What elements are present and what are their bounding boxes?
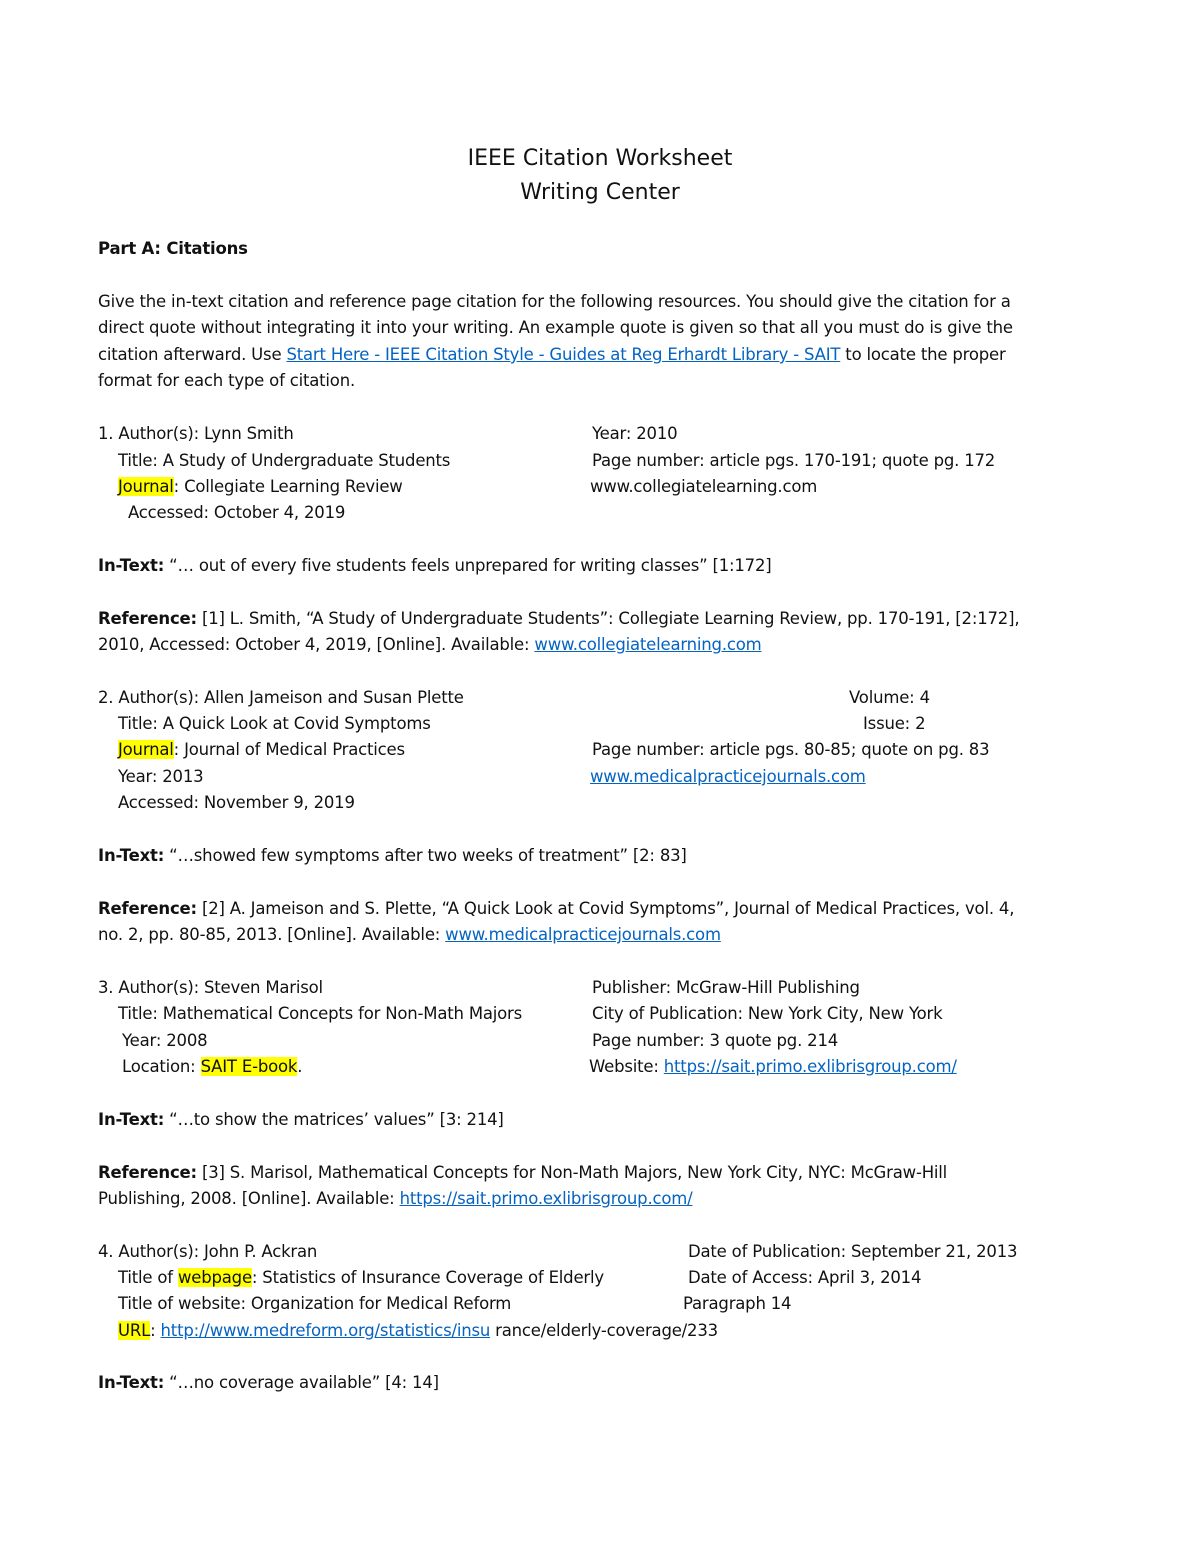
intext-label: In-Text: bbox=[98, 556, 165, 575]
authors-label: 3. Author(s): bbox=[98, 978, 199, 997]
item-3-reference bbox=[98, 1163, 947, 1183]
document-title: IEEE Citation Worksheet bbox=[467, 146, 733, 171]
item-4-authors bbox=[98, 1242, 317, 1262]
reference-link[interactable]: www.medicalpracticejournals.com bbox=[445, 925, 721, 944]
item-2-journal bbox=[118, 740, 405, 760]
item-2-reference-cont bbox=[98, 925, 721, 945]
item-1-reference-cont bbox=[98, 635, 762, 655]
item-2-year: Year: 2013 bbox=[118, 767, 204, 786]
url-rest: rance/elderly-coverage/233 bbox=[490, 1321, 718, 1340]
location-label: Location: bbox=[122, 1057, 201, 1076]
item-3-intext bbox=[98, 1110, 504, 1130]
intext-value: “…no coverage available” [4: 14] bbox=[164, 1373, 439, 1392]
authors-label: 4. Author(s): bbox=[98, 1242, 199, 1261]
journal-value: : Collegiate Learning Review bbox=[173, 477, 403, 496]
website-link[interactable]: www.medicalpracticejournals.com bbox=[590, 767, 866, 786]
reference-label: Reference: bbox=[98, 1163, 197, 1182]
item-1-journal bbox=[118, 477, 403, 497]
item-1-website: www.collegiatelearning.com bbox=[590, 477, 818, 496]
journal-value: : Journal of Medical Practices bbox=[173, 740, 405, 759]
authors-value: Steven Marisol bbox=[198, 978, 323, 997]
url-link[interactable]: http://www.medreform.org/statistics/insu bbox=[160, 1321, 491, 1340]
intext-value: “… out of every five students feels unprepared for writing classes” [1:172] bbox=[164, 556, 772, 575]
item-4-paragraph: Paragraph 14 bbox=[683, 1294, 792, 1313]
item-1-accessed: Accessed: October 4, 2019 bbox=[128, 503, 346, 522]
website-link[interactable]: https://sait.primo.exlibrisgroup.com/ bbox=[663, 1057, 957, 1076]
intext-label: In-Text: bbox=[98, 1110, 165, 1129]
intro-text: to locate the proper bbox=[840, 345, 1006, 364]
reference-link[interactable]: https://sait.primo.exlibrisgroup.com/ bbox=[399, 1189, 693, 1208]
authors-value: John P. Ackran bbox=[198, 1242, 318, 1261]
title-value: : Statistics of Insurance Coverage of Elderly bbox=[251, 1268, 604, 1287]
intext-value: “…to show the matrices’ values” [3: 214] bbox=[164, 1110, 504, 1129]
item-4-intext bbox=[98, 1373, 439, 1393]
item-2-accessed: Accessed: November 9, 2019 bbox=[118, 793, 355, 812]
reference-label: Reference: bbox=[98, 899, 197, 918]
item-3-reference-cont bbox=[98, 1189, 693, 1209]
item-3-year: Year: 2008 bbox=[122, 1031, 208, 1050]
part-heading: Part A: Citations bbox=[98, 239, 248, 258]
reference-text: [1] L. Smith, “A Study of Undergraduate Students”: Collegiate Learning Review, pp. 170-191, [2:172], bbox=[196, 609, 1020, 628]
reference-label: Reference: bbox=[98, 609, 197, 628]
authors-value: Allen Jameison and Susan Plette bbox=[198, 688, 464, 707]
intro-line: direct quote without integrating it into your writing. An example quote is given so that all you must do is give the bbox=[98, 318, 1013, 337]
reference-text: 2010, Accessed: October 4, 2019, [Online]. Available: bbox=[98, 635, 535, 654]
item-2-reference bbox=[98, 899, 1014, 919]
authors-label: 2. Author(s): bbox=[98, 688, 199, 707]
item-4-site-title: Title of website: Organization for Medical Reform bbox=[118, 1294, 512, 1313]
intext-label: In-Text: bbox=[98, 846, 165, 865]
item-1-authors bbox=[98, 424, 294, 444]
reference-text: [3] S. Marisol, Mathematical Concepts for Non-Math Majors, New York City, NYC: McGraw-Hill bbox=[196, 1163, 948, 1182]
item-1-year: Year: 2010 bbox=[592, 424, 678, 443]
item-2-authors bbox=[98, 688, 464, 708]
intext-label: In-Text: bbox=[98, 1373, 165, 1392]
reference-text: [2] A. Jameison and S. Plette, “A Quick Look at Covid Symptoms”, Journal of Medical Practices, vol. 4, bbox=[196, 899, 1015, 918]
item-3-pages: Page number: 3 quote pg. 214 bbox=[592, 1031, 839, 1050]
url-label-highlight: URL bbox=[118, 1321, 151, 1340]
item-4-pub-date: Date of Publication: September 21, 2013 bbox=[688, 1242, 1018, 1261]
journal-label-highlight: Journal bbox=[118, 740, 174, 759]
location-highlight: SAIT E-book bbox=[200, 1057, 298, 1076]
intro-line: Give the in-text citation and reference page citation for the following resources. You should give the citation for a bbox=[98, 292, 1011, 311]
item-1-pages: Page number: article pgs. 170-191; quote pg. 172 bbox=[592, 451, 996, 470]
journal-label-highlight: Journal bbox=[118, 477, 174, 496]
item-2-issue: Issue: 2 bbox=[863, 714, 926, 733]
item-3-website bbox=[589, 1057, 957, 1077]
item-4-access-date: Date of Access: April 3, 2014 bbox=[688, 1268, 922, 1287]
authors-value: Lynn Smith bbox=[198, 424, 294, 443]
library-guide-link[interactable]: Start Here - IEEE Citation Style - Guides at Reg Erhardt Library - SAIT bbox=[286, 345, 841, 364]
location-end: . bbox=[297, 1057, 303, 1076]
item-1-reference bbox=[98, 609, 1019, 629]
website-label: Website: bbox=[589, 1057, 664, 1076]
item-4-url bbox=[118, 1321, 718, 1341]
item-4-title bbox=[118, 1268, 604, 1288]
intext-value: “…showed few symptoms after two weeks of treatment” [2: 83] bbox=[164, 846, 687, 865]
webpage-highlight: webpage bbox=[177, 1268, 252, 1287]
item-2-volume: Volume: 4 bbox=[849, 688, 930, 707]
item-1-title: Title: A Study of Undergraduate Students bbox=[118, 451, 451, 470]
item-2-intext bbox=[98, 846, 687, 866]
item-2-website bbox=[590, 767, 866, 787]
item-3-authors bbox=[98, 978, 323, 998]
item-3-publisher: Publisher: McGraw-Hill Publishing bbox=[592, 978, 860, 997]
intro-line bbox=[98, 345, 1006, 365]
item-2-pages: Page number: article pgs. 80-85; quote on pg. 83 bbox=[592, 740, 990, 759]
item-3-title: Title: Mathematical Concepts for Non-Math Majors bbox=[118, 1004, 523, 1023]
item-3-city: City of Publication: New York City, New York bbox=[592, 1004, 943, 1023]
item-1-intext bbox=[98, 556, 772, 576]
title-prefix: Title of bbox=[118, 1268, 178, 1287]
url-colon: : bbox=[150, 1321, 161, 1340]
authors-label: 1. Author(s): bbox=[98, 424, 199, 443]
reference-text: Publishing, 2008. [Online]. Available: bbox=[98, 1189, 400, 1208]
intro-text: citation afterward. Use bbox=[98, 345, 287, 364]
document-subtitle: Writing Center bbox=[520, 180, 680, 205]
item-3-location bbox=[122, 1057, 302, 1077]
intro-line: format for each type of citation. bbox=[98, 371, 356, 390]
reference-link[interactable]: www.collegiatelearning.com bbox=[534, 635, 762, 654]
item-2-title: Title: A Quick Look at Covid Symptoms bbox=[118, 714, 431, 733]
reference-text: no. 2, pp. 80-85, 2013. [Online]. Available: bbox=[98, 925, 446, 944]
